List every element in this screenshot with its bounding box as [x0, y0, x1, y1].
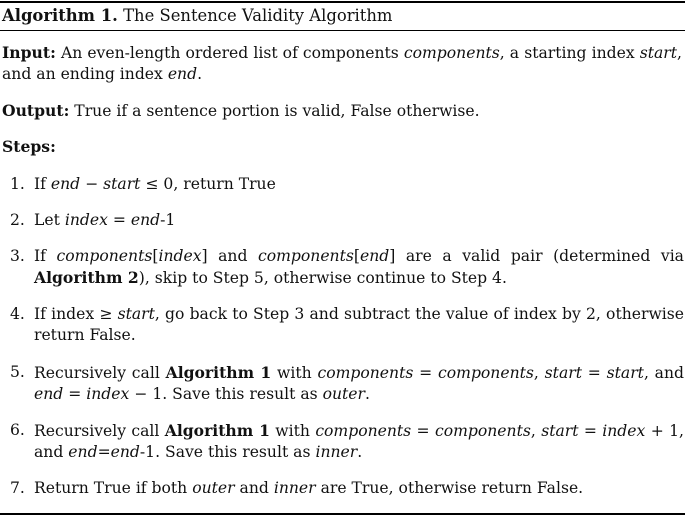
algorithm-1-ref: Algorithm 1 [165, 363, 272, 382]
algorithm-1-ref: Algorithm 1 [164, 421, 270, 440]
algorithm-2-ref: Algorithm 2 [34, 268, 139, 288]
algorithm-title [2, 5, 392, 27]
input-section [2, 42, 682, 85]
input-var-components: components [403, 44, 500, 62]
top-rule [0, 1, 685, 3]
header-rule [0, 30, 685, 31]
input-text: . [197, 65, 203, 84]
algorithm-name: The Sentence Validity Algorithm [123, 6, 393, 25]
step-text: Return True if both outer and inner are True, otherwise return False. [34, 479, 584, 497]
step-text: If index ≥ start, go back to Step 3 and subtract the value of index by 2, otherwise return False. [34, 305, 685, 345]
step-number: 1. [10, 175, 25, 193]
step-number: 5. [10, 363, 25, 381]
step-text: Let index = end-1 [34, 211, 176, 229]
step-number: 4. [10, 305, 25, 323]
step-number: 2. [10, 211, 25, 229]
output-section [2, 100, 682, 122]
output-label: Output: [2, 101, 70, 120]
step-text: If end − start ≤ 0, return True [34, 175, 276, 193]
input-var-start: start [639, 44, 678, 62]
step-text: If components[index] and components[end] are a valid pair (determined via Algorithm 2), skip to Step 5, otherwise continue to Step 4. [34, 247, 684, 288]
output-text: True if a sentence portion is valid, False otherwise. [74, 102, 480, 120]
step-text: Recursively call Algorithm 1 with components = components, start = start, and end = index − 1. Save this result as outer. [34, 363, 684, 404]
bottom-rule [0, 513, 685, 515]
step-number: 3. [10, 247, 25, 265]
algorithm-label: Algorithm 1. [2, 6, 118, 25]
input-var-end: end [167, 65, 198, 84]
input-text: , and an ending index [2, 44, 682, 84]
step-text: Recursively call Algorithm 1 with components = components, start = index + 1, and end=end-1. Save this result as inner. [34, 421, 684, 462]
step-number: 6. [10, 421, 25, 439]
input-text: , a starting index [499, 44, 635, 62]
step-number: 7. [10, 479, 25, 497]
input-label: Input: [2, 43, 56, 62]
input-text: An even-length ordered list of components [60, 44, 399, 62]
steps-label: Steps: [2, 137, 56, 156]
